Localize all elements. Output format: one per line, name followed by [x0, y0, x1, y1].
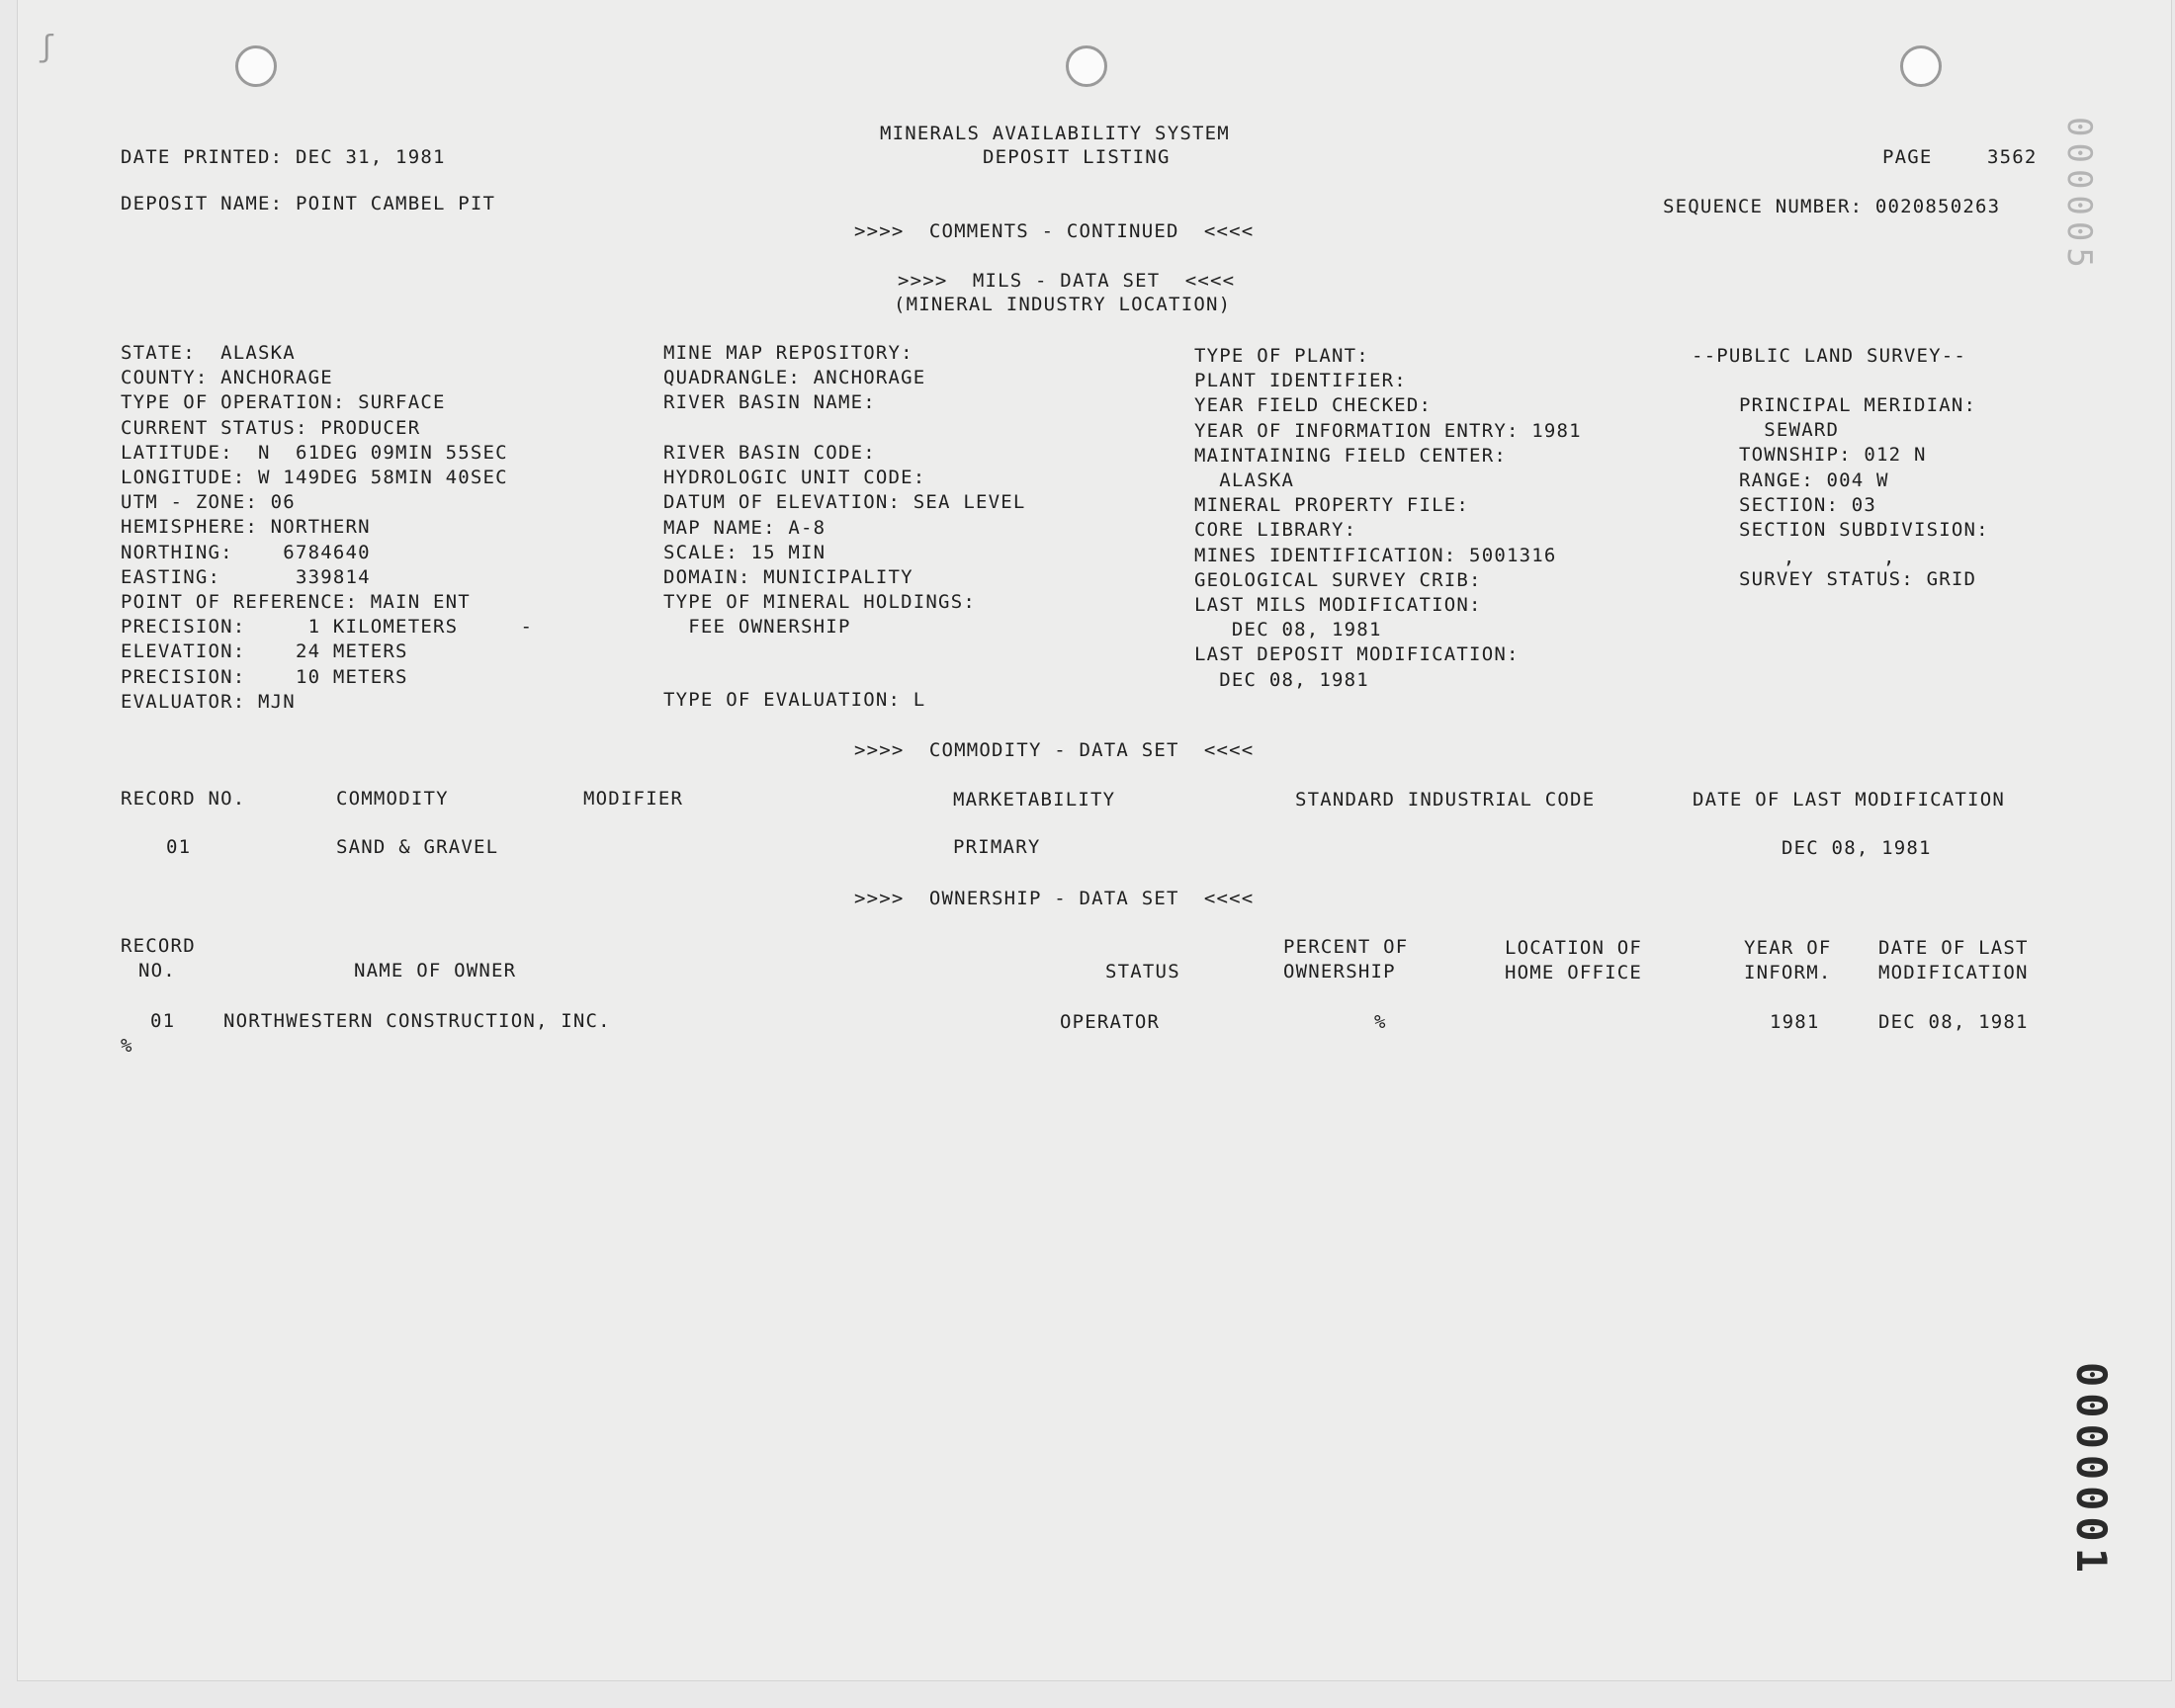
field-line: MINE MAP REPOSITORY:: [663, 342, 914, 364]
ownership-header-location-2: HOME OFFICE: [1505, 962, 1643, 983]
field-line: YEAR FIELD CHECKED:: [1194, 394, 1433, 416]
field-line: CURRENT STATUS: PRODUCER: [121, 417, 421, 439]
commodity-header-modifier: MODIFIER: [583, 788, 684, 810]
commodity-header-commodity: COMMODITY: [336, 788, 449, 810]
ownership-header-year-2: INFORM.: [1744, 962, 1832, 983]
field-line: PRINCIPAL MERIDIAN:: [1739, 394, 1977, 416]
field-line: RANGE: 004 W: [1739, 470, 1889, 491]
field-line: PRECISION: 1 KILOMETERS -: [121, 616, 534, 638]
field-line: NORTHING: 6784640: [121, 542, 371, 563]
deposit-name: DEPOSIT NAME: POINT CAMBEL PIT: [121, 193, 496, 214]
field-line: DEC 08, 1981: [1194, 619, 1382, 640]
frame-number-top: 000005: [2059, 117, 2099, 274]
frame-number-bottom: 0000001: [2067, 1362, 2116, 1580]
field-line: DEC 08, 1981: [1194, 669, 1369, 691]
owner-date: DEC 08, 1981: [1878, 1011, 2029, 1033]
field-line: LONGITUDE: W 149DEG 58MIN 40SEC: [121, 467, 508, 488]
field-line: TYPE OF MINERAL HOLDINGS:: [663, 591, 976, 613]
commodity-record-no: 01: [166, 836, 192, 858]
field-line: LAST MILS MODIFICATION:: [1194, 594, 1482, 616]
commodity-name: SAND & GRAVEL: [336, 836, 499, 858]
ownership-header-status: STATUS: [1105, 961, 1180, 982]
listing-title: DEPOSIT LISTING: [983, 146, 1171, 168]
field-line: CORE LIBRARY:: [1194, 519, 1357, 541]
ownership-trailer: %: [121, 1035, 133, 1057]
field-line: MINES IDENTIFICATION: 5001316: [1194, 545, 1557, 566]
ownership-record-no: 01: [150, 1010, 176, 1032]
ownership-header-year-1: YEAR OF: [1744, 937, 1832, 959]
field-line: HEMISPHERE: NORTHERN: [121, 516, 371, 538]
punch-hole-right: [1900, 45, 1942, 87]
field-line: PRECISION: 10 METERS: [121, 666, 408, 688]
owner-status: OPERATOR: [1060, 1011, 1161, 1033]
commodity-header-sic: STANDARD INDUSTRIAL CODE: [1295, 789, 1596, 811]
field-line: QUADRANGLE: ANCHORAGE: [663, 367, 926, 388]
date-printed: DATE PRINTED: DEC 31, 1981: [121, 146, 446, 168]
survey-status: SURVEY STATUS: GRID: [1739, 568, 1977, 590]
subdivision-marks: , ,: [1708, 547, 1896, 568]
field-line: PLANT IDENTIFIER:: [1194, 370, 1407, 391]
field-line: HYDROLOGIC UNIT CODE:: [663, 467, 926, 488]
punch-hole-center: [1066, 45, 1107, 87]
field-line: POINT OF REFERENCE: MAIN ENT: [121, 591, 471, 613]
commodity-header-date: DATE OF LAST MODIFICATION: [1693, 789, 2005, 811]
ownership-header-location-1: LOCATION OF: [1505, 937, 1643, 959]
field-line: SCALE: 15 MIN: [663, 542, 826, 563]
field-line: UTM - ZONE: 06: [121, 491, 296, 513]
ownership-header-record-2: NO.: [138, 960, 176, 982]
ownership-banner: >>>> OWNERSHIP - DATA SET <<<<: [854, 888, 1255, 909]
owner-percent: %: [1374, 1011, 1387, 1033]
commodity-banner: >>>> COMMODITY - DATA SET <<<<: [854, 739, 1255, 761]
field-line: SECTION SUBDIVISION:: [1739, 519, 1989, 541]
field-line: SEWARD: [1739, 419, 1840, 441]
field-line: MINERAL PROPERTY FILE:: [1194, 494, 1470, 516]
field-line: ALASKA: [1194, 470, 1295, 491]
field-line: RIVER BASIN CODE:: [663, 442, 876, 464]
field-line: TYPE OF OPERATION: SURFACE: [121, 391, 446, 413]
field-line: YEAR OF INFORMATION ENTRY: 1981: [1194, 420, 1582, 442]
ownership-header-record-1: RECORD: [121, 935, 196, 957]
ownership-header-percent-2: OWNERSHIP: [1283, 961, 1396, 982]
field-line: TYPE OF PLANT:: [1194, 345, 1369, 367]
ownership-header-percent-1: PERCENT OF: [1283, 936, 1409, 958]
field-line: SECTION: 03: [1739, 494, 1877, 516]
commodity-date: DEC 08, 1981: [1782, 837, 1932, 859]
comments-banner: >>>> COMMENTS - CONTINUED <<<<: [854, 220, 1255, 242]
ownership-header-date-2: MODIFICATION: [1878, 962, 2029, 983]
punch-hole-left: [235, 45, 277, 87]
public-land-survey-title: --PUBLIC LAND SURVEY--: [1692, 345, 1967, 367]
field-line: ELEVATION: 24 METERS: [121, 640, 408, 662]
commodity-header-record: RECORD NO.: [121, 788, 246, 810]
commodity-marketability: PRIMARY: [953, 836, 1041, 858]
field-line: COUNTY: ANCHORAGE: [121, 367, 333, 388]
field-line: DOMAIN: MUNICIPALITY: [663, 566, 914, 588]
field-line: LATITUDE: N 61DEG 09MIN 55SEC: [121, 442, 508, 464]
field-line: DATUM OF ELEVATION: SEA LEVEL: [663, 491, 1026, 513]
owner-name: NORTHWESTERN CONSTRUCTION, INC.: [223, 1010, 611, 1032]
field-line: EASTING: 339814: [121, 566, 371, 588]
commodity-header-marketability: MARKETABILITY: [953, 789, 1116, 811]
corner-mark: ʃ: [38, 30, 56, 64]
field-line: RIVER BASIN NAME:: [663, 391, 876, 413]
field-line: EVALUATOR: MJN: [121, 691, 296, 713]
page-label: PAGE: [1882, 146, 1933, 168]
owner-year: 1981: [1770, 1011, 1820, 1033]
field-line: LAST DEPOSIT MODIFICATION:: [1194, 643, 1520, 665]
mils-banner: >>>> MILS - DATA SET <<<<: [898, 270, 1236, 292]
system-title: MINERALS AVAILABILITY SYSTEM: [880, 123, 1230, 144]
field-line: TOWNSHIP: 012 N: [1739, 444, 1927, 466]
field-line: STATE: ALASKA: [121, 342, 296, 364]
field-line: MAINTAINING FIELD CENTER:: [1194, 445, 1507, 467]
field-line: GEOLOGICAL SURVEY CRIB:: [1194, 569, 1482, 591]
document-page: [18, 0, 2171, 1680]
type-of-evaluation: TYPE OF EVALUATION: L: [663, 689, 926, 711]
ownership-header-date-1: DATE OF LAST: [1878, 937, 2029, 959]
mils-subtitle: (MINERAL INDUSTRY LOCATION): [894, 294, 1232, 315]
ownership-header-name: NAME OF OWNER: [354, 960, 517, 982]
page-number: 3562: [1987, 146, 2038, 168]
field-line: FEE OWNERSHIP: [663, 616, 851, 638]
field-line: MAP NAME: A-8: [663, 517, 826, 539]
sequence-number: SEQUENCE NUMBER: 0020850263: [1663, 196, 2001, 217]
